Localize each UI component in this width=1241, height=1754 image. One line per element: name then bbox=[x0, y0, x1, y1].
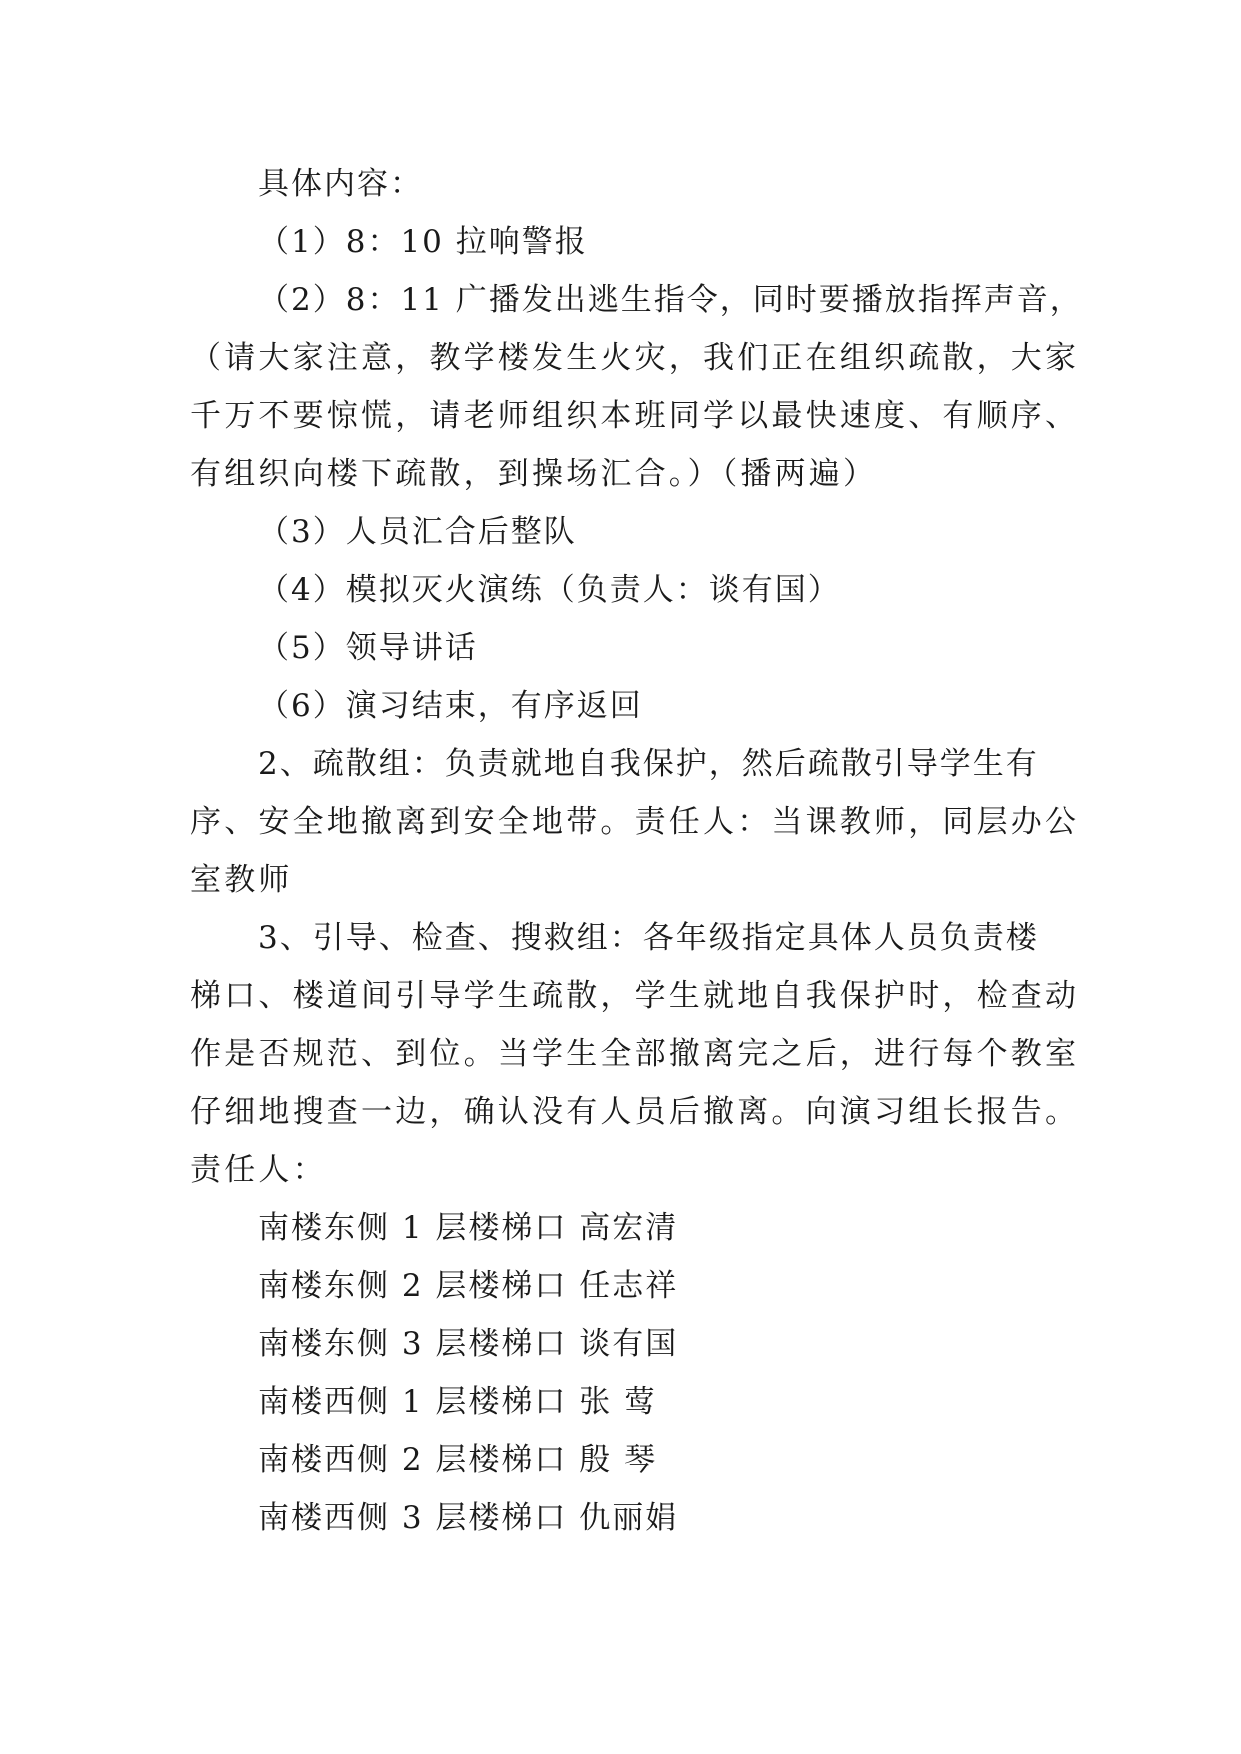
staircase-assignment: 南楼东侧 3 层楼梯口 谈有国 bbox=[258, 1326, 679, 1362]
staircase-assignment: 南楼东侧 2 层楼梯口 任志祥 bbox=[258, 1268, 679, 1304]
evacuation-group-paragraph: 2、疏散组：负责就地自我保护，然后疏散引导学生有 bbox=[258, 746, 1039, 782]
paragraph-line: 有组织向楼下疏散，到操场汇合。）（播两遍） bbox=[190, 456, 878, 492]
staircase-assignment: 南楼东侧 1 层楼梯口 高宏清 bbox=[258, 1210, 679, 1246]
staircase-assignment: 南楼西侧 1 层楼梯口 张 莺 bbox=[258, 1384, 658, 1420]
step-3: （3）人员汇合后整队 bbox=[258, 514, 577, 550]
paragraph-line: （请大家注意，教学楼发生火灾，我们正在组织疏散，大家 bbox=[190, 340, 1080, 376]
section-heading: 具体内容： bbox=[258, 166, 423, 202]
guide-check-rescue-paragraph: 3、引导、检查、搜救组：各年级指定具体人员负责楼 bbox=[258, 920, 1039, 956]
step-5: （5）领导讲话 bbox=[258, 630, 478, 666]
paragraph-line: 梯口、楼道间引导学生疏散，学生就地自我保护时，检查动 bbox=[190, 978, 1080, 1014]
step-1: （1）8：10 拉响警报 bbox=[258, 224, 588, 260]
step-2: （2）8：11 广播发出逃生指令，同时要播放指挥声音， bbox=[258, 282, 1083, 318]
step-6: （6）演习结束，有序返回 bbox=[258, 688, 643, 724]
paragraph-line: 作是否规范、到位。当学生全部撤离完之后，进行每个教室 bbox=[190, 1036, 1080, 1072]
paragraph-line: 序、安全地撤离到安全地带。责任人：当课教师，同层办公 bbox=[190, 804, 1080, 840]
responsible-label: 责任人： bbox=[190, 1152, 327, 1188]
paragraph-line: 室教师 bbox=[190, 862, 293, 898]
paragraph-line: 千万不要惊慌，请老师组织本班同学以最快速度、有顺序、 bbox=[190, 398, 1080, 434]
staircase-assignment: 南楼西侧 3 层楼梯口 仇丽娟 bbox=[258, 1500, 679, 1536]
step-4: （4）模拟灭火演练（负责人：谈有国） bbox=[258, 572, 841, 608]
staircase-assignment: 南楼西侧 2 层楼梯口 殷 琴 bbox=[258, 1442, 658, 1478]
paragraph-line: 仔细地搜查一边，确认没有人员后撤离。向演习组长报告。 bbox=[190, 1094, 1080, 1130]
